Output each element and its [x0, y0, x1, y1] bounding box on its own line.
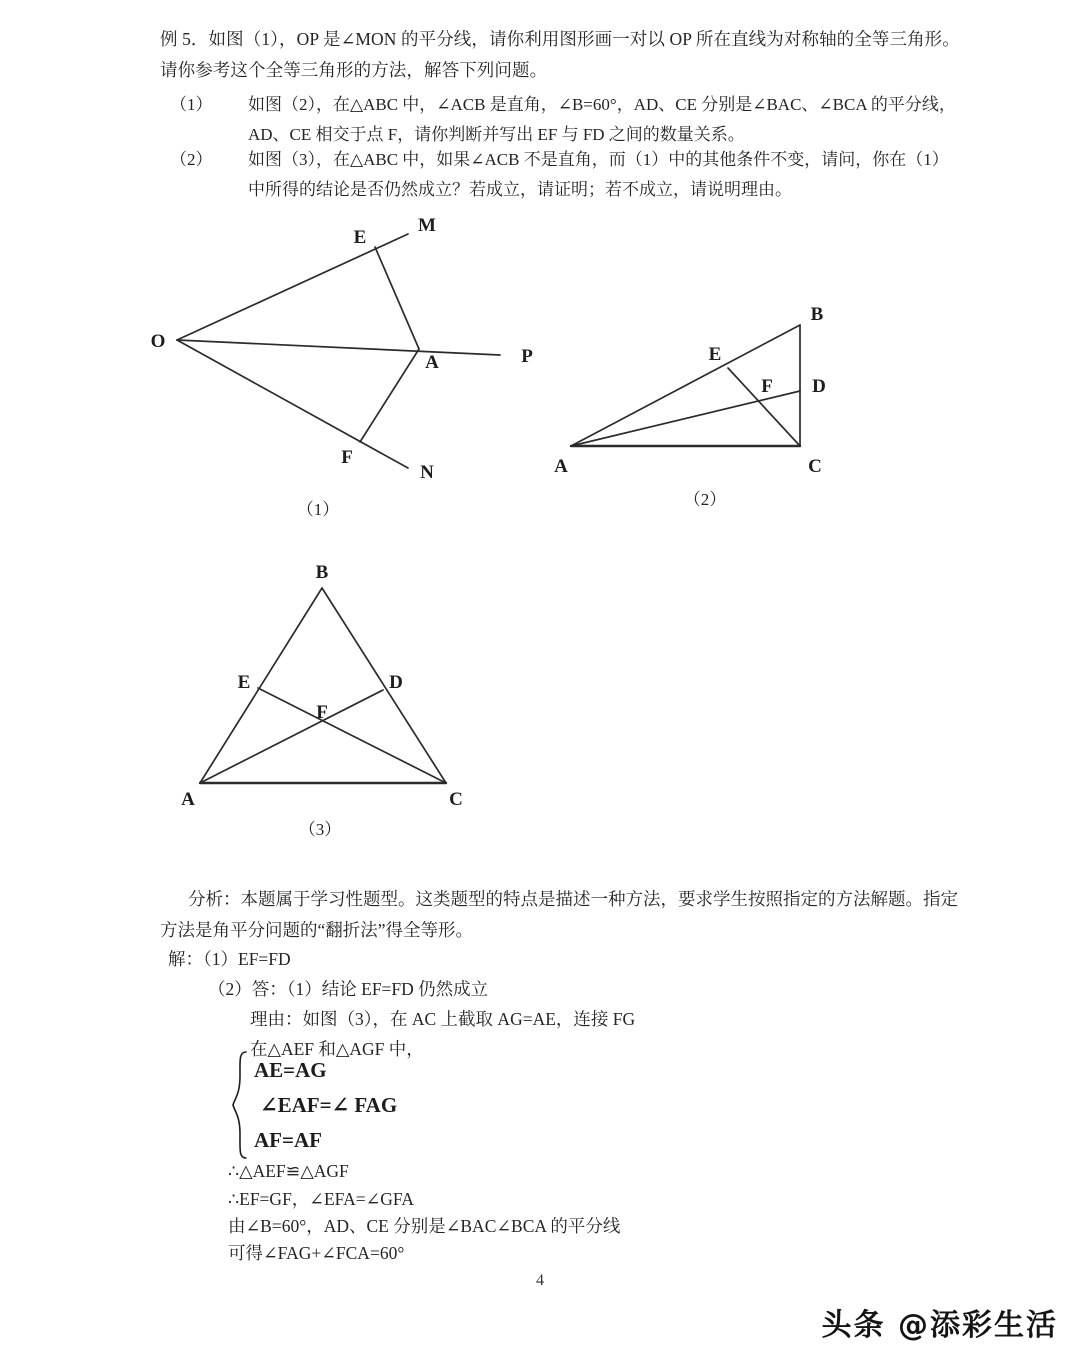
segment-AB — [200, 588, 322, 783]
equation-system-rows — [254, 1050, 397, 1160]
figure-3 — [180, 560, 480, 839]
segment-AD — [571, 391, 800, 446]
segment-BC — [322, 588, 446, 783]
segment-FA — [360, 349, 419, 442]
figure-3-caption: （3） — [298, 820, 342, 839]
segment-CE — [258, 688, 446, 783]
figure-3-label-A: A — [181, 789, 195, 810]
problem-line-2: 请你参考这个全等三角形的方法，解答下列问题。 — [160, 60, 548, 80]
problem-line-1: 例 5．如图（1），OP 是∠MON 的平分线，请你利用图形画一对以 OP 所在直线为对称轴的全等三角形。 — [160, 29, 960, 49]
figure-3-label-B: B — [315, 562, 329, 583]
segment-EA — [375, 247, 419, 349]
figure-2-label-D: D — [812, 376, 826, 397]
segment-OP — [177, 340, 500, 355]
figure-1-label-E: E — [353, 227, 367, 248]
conclusion-line-2: ∴EF=GF，∠EFA=∠GFA — [228, 1189, 414, 1209]
solution-line-reason: 理由：如图（3），在 AC 上截取 AG=AE，连接 FG — [250, 1009, 636, 1029]
analysis-line-1: 分析：本题属于学习性题型。这类题型的特点是描述一种方法，要求学生按照指定的方法解题。指定 — [188, 889, 958, 909]
figure-3-label-F: F — [316, 702, 328, 723]
figure-3-drawing — [180, 560, 480, 810]
watermark: 头条 @添彩生活 — [821, 1308, 1058, 1343]
figure-1-label-O: O — [150, 331, 166, 352]
figure-2-label-F: F — [761, 376, 773, 397]
figure-2 — [554, 300, 855, 509]
figure-2-label-B: B — [810, 304, 824, 325]
problem-item-1-line-2: AD、CE 相交于点 F，请你判断并写出 EF 与 FD 之间的数量关系。 — [248, 125, 745, 144]
problem-item-2-line-1: 如图（3），在△ABC 中，如果∠ACB 不是直角，而（1）中的其他条件不变，请问，你在（1） — [248, 150, 949, 169]
analysis-block — [160, 884, 1000, 946]
figure-2-label-C: C — [808, 456, 822, 477]
figure-1-label-A: A — [425, 352, 439, 373]
equation-row-3: AF=AF — [254, 1127, 322, 1152]
figure-2-label-A: A — [554, 456, 568, 477]
conclusion-line-1: ∴△AEF≌△AGF — [228, 1161, 349, 1181]
equation-row-2: ∠EAF=∠ FAG — [260, 1092, 398, 1117]
problem-item-2-line-2: 中所得的结论是否仍然成立？若成立，请证明；若不成立，请说明理由。 — [248, 180, 792, 199]
conclusion-line-3: 由∠B=60°，AD、CE 分别是∠BAC∠BCA 的平分线 — [228, 1216, 621, 1236]
problem-statement — [160, 24, 990, 86]
problem-item-2 — [170, 145, 1000, 205]
problem-item-2-number: （2） — [170, 150, 213, 169]
equation-system — [232, 1050, 397, 1160]
figure-1-label-F: F — [341, 447, 353, 468]
figure-2-label-E: E — [708, 344, 722, 365]
figure-1 — [150, 210, 570, 519]
problem-item-2-body — [248, 145, 988, 205]
problem-item-1-line-1: 如图（2），在△ABC 中，∠ACB 是直角，∠B=60°，AD、CE 分别是∠BAC、∠BCA 的平分线， — [248, 95, 956, 114]
equation-row-1: AE=AG — [254, 1057, 327, 1082]
figure-3-label-D: D — [389, 672, 403, 693]
left-brace-icon — [232, 1050, 250, 1160]
figure-1-label-P: P — [521, 346, 533, 367]
analysis-line-2: 方法是角平分问题的“翻折法”得全等形。 — [160, 920, 474, 940]
figure-1-label-N: N — [420, 462, 434, 483]
solution-line-2: （2）答：（1）结论 EF=FD 仍然成立 — [208, 979, 489, 999]
solution-line-in-triangle: 在△AEF 和△AGF 中， — [250, 1039, 424, 1059]
figure-1-caption: （1） — [296, 500, 340, 519]
conclusion-line-4: 可得∠FAG+∠FCA=60° — [228, 1243, 405, 1263]
figure-1-drawing — [150, 210, 570, 500]
figure-1-label-M: M — [418, 215, 436, 236]
figure-3-label-E: E — [237, 672, 251, 693]
page-number: 4 — [536, 1272, 544, 1289]
segment-ON — [177, 340, 408, 468]
segment-OM — [177, 234, 408, 340]
figure-2-drawing — [555, 300, 855, 500]
problem-item-1-number: （1） — [170, 95, 213, 114]
problem-item-1-body — [248, 90, 988, 150]
figure-3-label-C: C — [449, 789, 463, 810]
problem-item-1 — [170, 90, 1000, 150]
solution-block — [168, 944, 1008, 1064]
figure-2-caption: （2） — [683, 490, 727, 509]
solution-line-solve: 解：（1）EF=FD — [168, 949, 291, 969]
